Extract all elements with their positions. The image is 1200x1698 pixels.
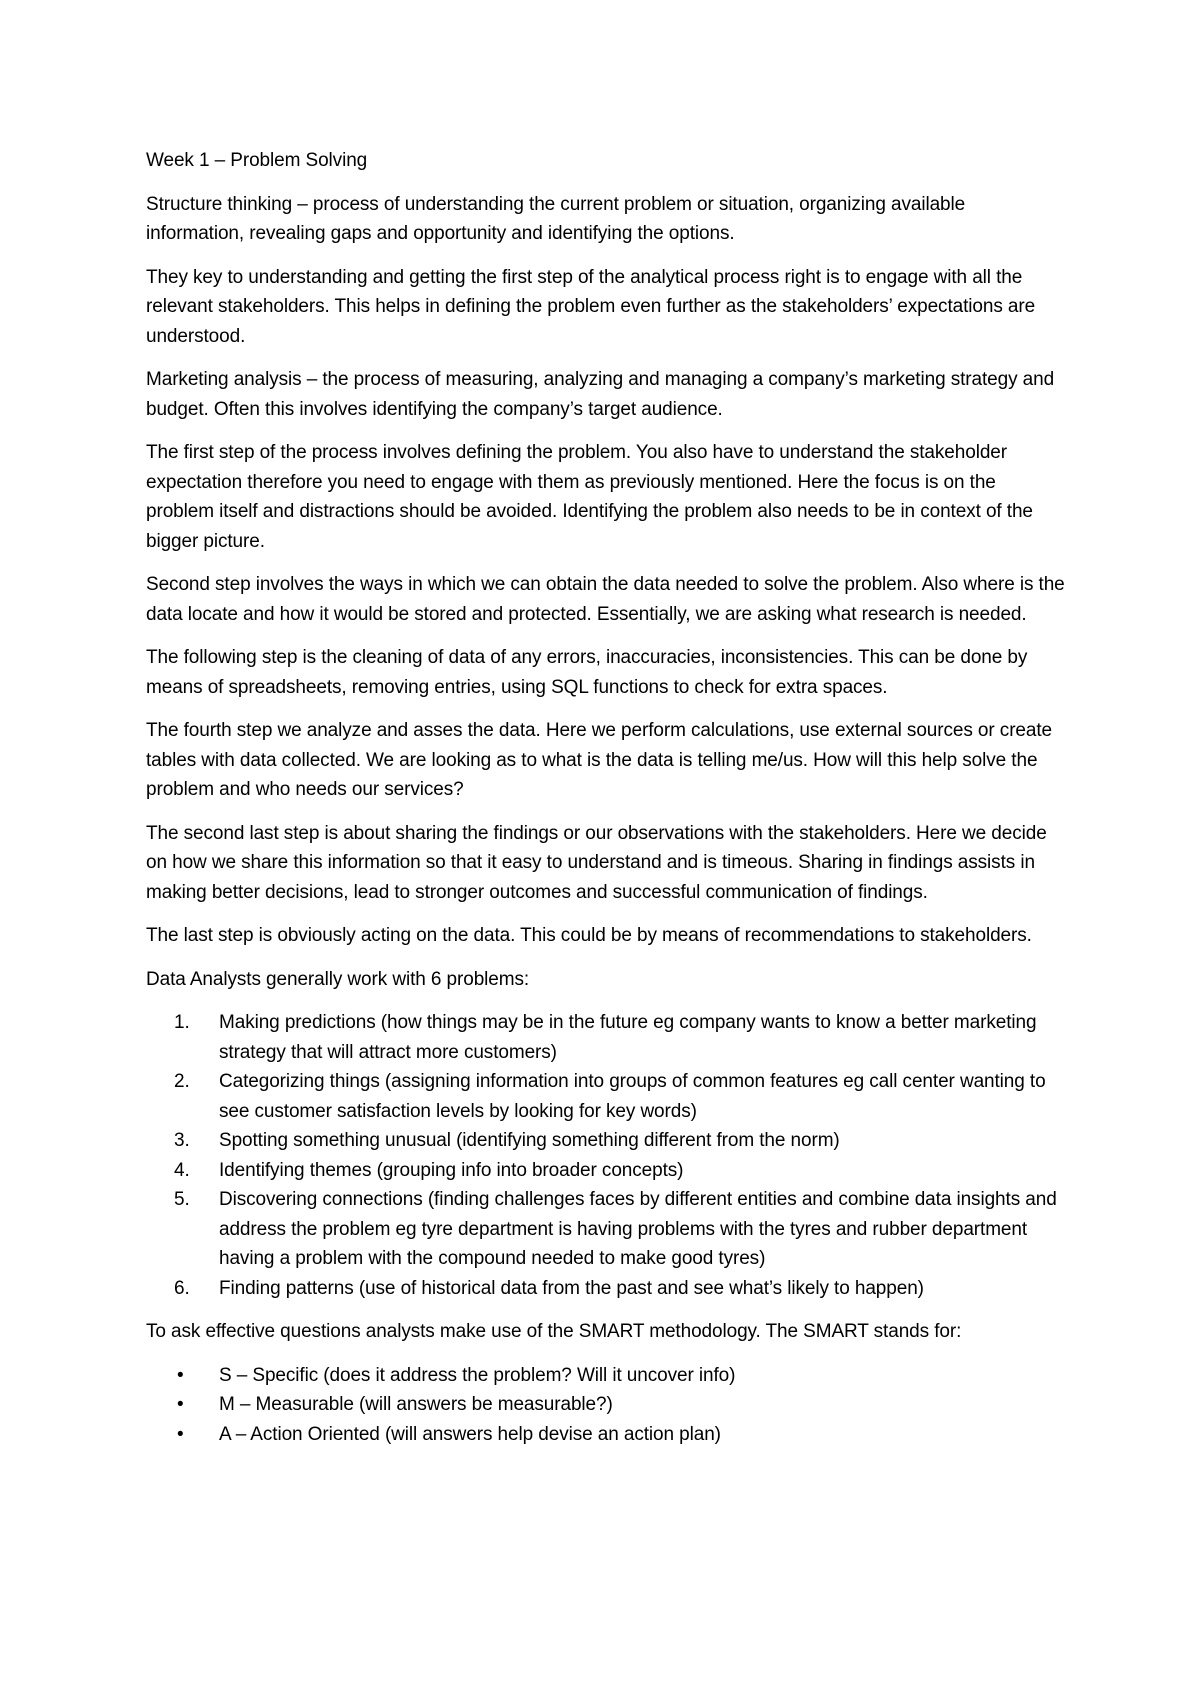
problems-numbered-list [146,1008,1066,1303]
bullet-icon: • [177,1364,184,1386]
list-item-text: A – Action Oriented (will answers help devise an action plan) [219,1423,721,1445]
bullet-icon: • [177,1423,184,1445]
list-item-text: Discovering connections (finding challenges faces by different entities and combine data insights and address the problem eg tyre department is having problems with the tyres and rubber department having a problem with the compound needed to make good tyres) [219,1189,1057,1269]
paragraph-six-problems-intro: Data Analysts generally work with 6 problems: [146,968,530,990]
paragraph-marketing-analysis: Marketing analysis – the process of measuring, analyzing and managing a company’s marketing strategy and budget. Often this involves identifying the company’s target audience. [146,369,1055,420]
list-number: 5. [174,1189,190,1210]
list-item-text: Identifying themes (grouping info into broader concepts) [219,1159,684,1181]
paragraph-smart-intro: To ask effective questions analysts make use of the SMART methodology. The SMART stands for: [146,1321,962,1342]
list-item [174,1067,1066,1126]
list-item-text: Making predictions (how things may be in the future eg company wants to know a better marketing strategy that will attract more customers) [219,1012,1037,1063]
document-body [146,146,1066,1449]
list-item [174,1126,1066,1156]
document-title: Week 1 – Problem Solving [146,150,368,171]
paragraph-cleaning-step: The following step is the cleaning of data of any errors, inaccuracies, inconsistencies. This can be done by means of spreadsheets, removing entries, using SQL functions to check for extra spaces. [146,647,1028,698]
paragraph-fourth-step: The fourth step we analyze and asses the data. Here we perform calculations, use external sources or create tables with data collected. We are looking as to what is the data is telling me/us. How will this help solve the problem and who needs our services? [146,720,1053,800]
list-item-text: M – Measurable (will answers be measurable?) [219,1394,613,1415]
list-item [174,1008,1066,1067]
paragraph-sharing-step: The second last step is about sharing the findings or our observations with the stakeholders. Here we decide on how we share this information so that it easy to understand and is timeous. Sharing in findings assists in making better decisions, lead to stronger outcomes and successful communication of findings. [146,822,1047,903]
smart-bullet-list [146,1361,1066,1450]
list-item-text: Spotting something unusual (identifying something different from the norm) [219,1130,840,1151]
list-number: 3. [174,1130,190,1151]
list-number: 1. [174,1012,190,1033]
list-item [174,1274,1066,1304]
list-item [174,1185,1066,1274]
list-item-text: S – Specific (does it address the problem? Will it uncover info) [219,1364,736,1386]
list-item [177,1361,1066,1391]
list-item [177,1420,1066,1450]
list-item [174,1156,1066,1186]
paragraph-first-step: The first step of the process involves defining the problem. You also have to understand the stakeholder expectation therefore you need to engage with them as previously mentioned. Here the focus is on the problem itself and distractions should be avoided. Identifying the problem also needs to be in context of the bigger picture. [146,442,1033,552]
paragraph-structure-thinking: Structure thinking – process of understanding the current problem or situation, organizing available information, revealing gaps and opportunity and identifying the options. [146,193,966,244]
list-item-text: Categorizing things (assigning information into groups of common features eg call center wanting to see customer satisfaction levels by looking for key words) [219,1071,1046,1122]
list-number: 2. [174,1071,190,1092]
paragraph-stakeholders: They key to understanding and getting the first step of the analytical process right is to engage with all the relevant stakeholders. This helps in defining the problem even further as the stakeholders’ expectations are understood. [146,266,1036,347]
list-number: 6. [174,1277,190,1299]
list-item [177,1390,1066,1420]
list-number: 4. [174,1159,190,1181]
paragraph-second-step: Second step involves the ways in which we can obtain the data needed to solve the problem. Also where is the data locate and how it would be stored and protected. Essentially, we are asking what research is needed. [146,574,1065,625]
paragraph-last-step: The last step is obviously acting on the data. This could be by means of recommendations to stakeholders. [146,925,1032,946]
bullet-icon: • [177,1394,184,1415]
list-item-text: Finding patterns (use of historical data from the past and see what’s likely to happen) [219,1277,924,1299]
